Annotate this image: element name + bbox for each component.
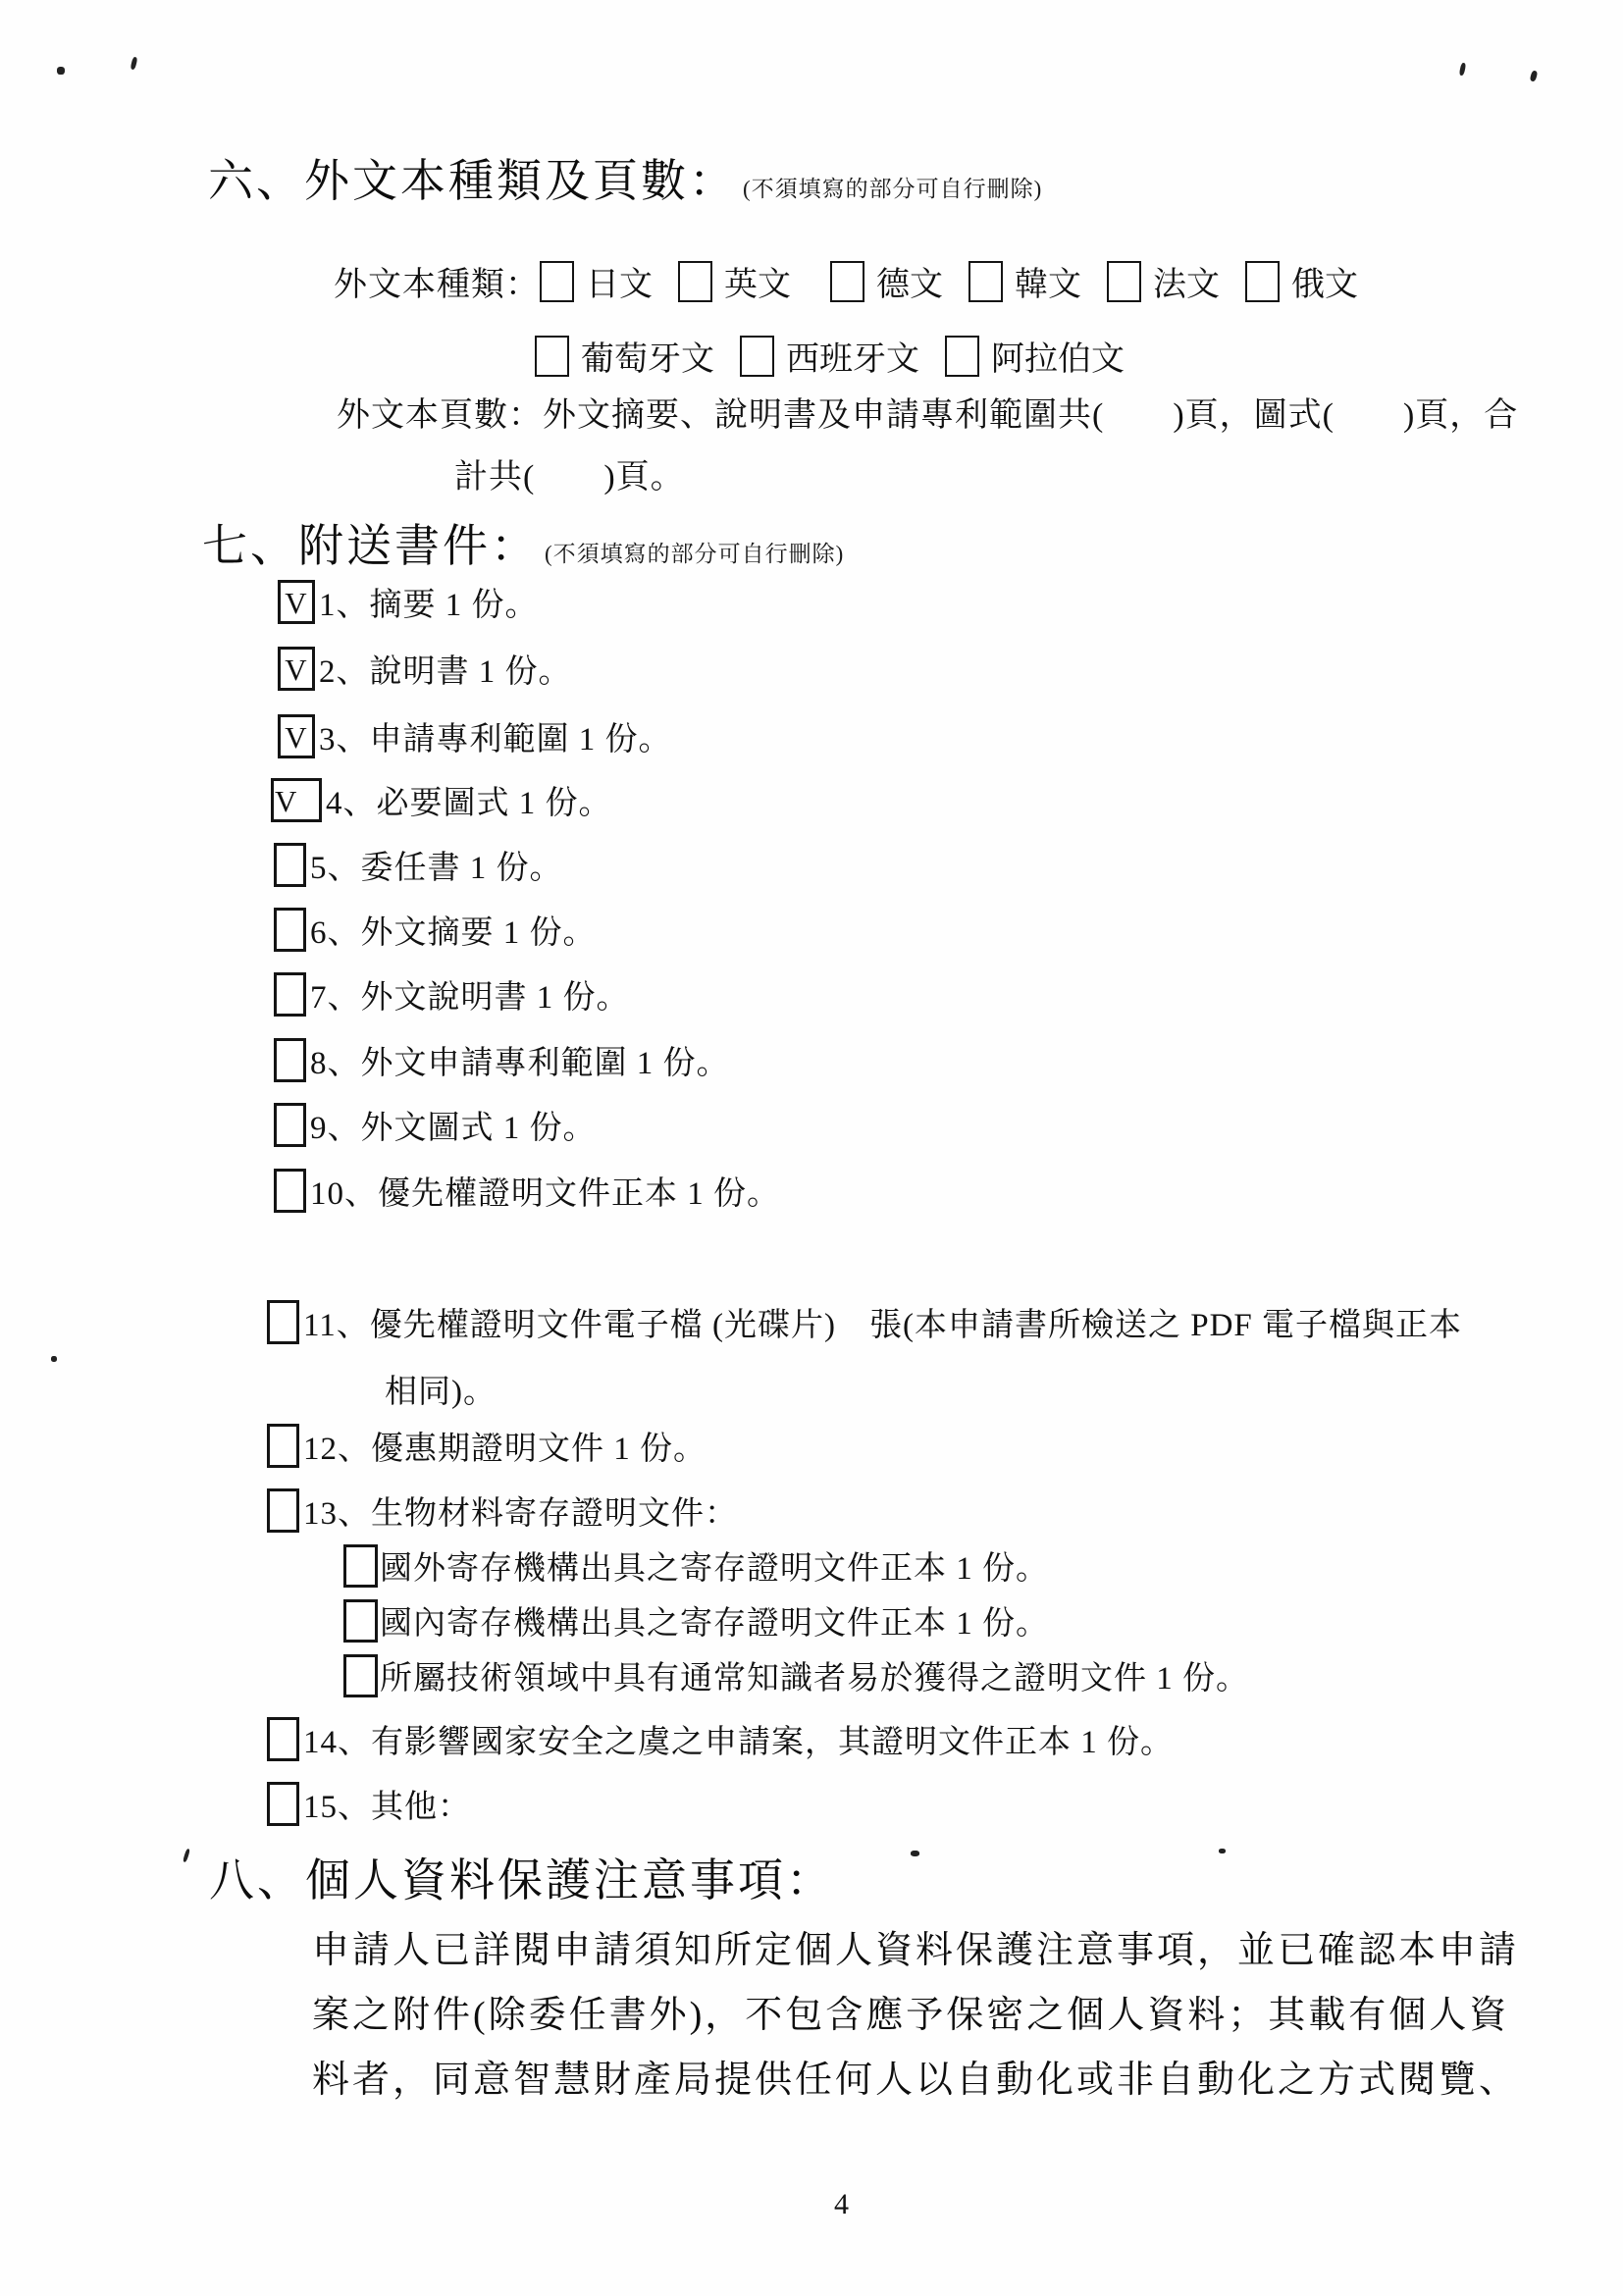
language-option-portuguese bbox=[535, 332, 714, 380]
language-label: 德文 bbox=[876, 267, 943, 303]
checkbox-item-12[interactable] bbox=[267, 1424, 299, 1468]
checklist-item-9 bbox=[274, 1102, 597, 1148]
item-text: 5、委任書 1 份。 bbox=[310, 851, 563, 886]
item-text-continued: 相同)。 bbox=[385, 1375, 497, 1410]
checkbox-item-3[interactable] bbox=[278, 714, 315, 758]
checklist-item-13-sub-2 bbox=[343, 1597, 1049, 1644]
item-text: 11、優先權證明文件電子檔 (光碟片) 張(本申請書所檢送之 PDF 電子檔與正本 bbox=[303, 1308, 1463, 1343]
checklist-item-3 bbox=[278, 713, 672, 759]
language-label: 法文 bbox=[1153, 267, 1220, 303]
section7-heading-text: 七、附送書件： bbox=[202, 521, 539, 571]
section8-heading-text: 八、個人資料保護注意事項： bbox=[209, 1855, 834, 1905]
checkbox-russian[interactable] bbox=[1245, 261, 1280, 302]
checkbox-japanese[interactable] bbox=[540, 261, 574, 302]
item-text: 14、有影響國家安全之虞之申請案，其證明文件正本 1 份。 bbox=[303, 1725, 1174, 1760]
subitem-text: 國內寄存機構出具之寄存證明文件正本 1 份。 bbox=[380, 1606, 1049, 1642]
checkbox-item-5[interactable] bbox=[274, 843, 306, 887]
checkbox-german[interactable] bbox=[830, 261, 864, 302]
language-option-spanish bbox=[740, 332, 919, 380]
foreign-language-type-row1 bbox=[334, 257, 1384, 305]
section7-heading bbox=[202, 510, 844, 575]
item-text: 12、優惠期證明文件 1 份。 bbox=[303, 1432, 707, 1467]
language-label: 阿拉伯文 bbox=[991, 341, 1125, 378]
checklist-item-10 bbox=[274, 1168, 780, 1214]
checkbox-item-4[interactable] bbox=[271, 778, 322, 822]
item-text: 8、外文申請專利範圍 1 份。 bbox=[310, 1046, 730, 1081]
section6-heading-text: 六、外文本種類及頁數： bbox=[208, 156, 737, 206]
checkbox-item-2[interactable] bbox=[278, 647, 315, 691]
subitem-text: 所屬技術領域中具有通常知識者易於獲得之證明文件 1 份。 bbox=[380, 1661, 1249, 1696]
checklist-item-5 bbox=[274, 842, 563, 888]
privacy-paragraph-line3 bbox=[312, 2049, 1519, 2103]
section6-heading bbox=[208, 145, 1042, 210]
checkbox-item-10[interactable] bbox=[274, 1169, 306, 1213]
scan-speck bbox=[131, 57, 138, 71]
checklist-item-11-line2 bbox=[385, 1366, 497, 1412]
item-text: 6、外文摘要 1 份。 bbox=[310, 915, 597, 951]
checklist-item-2 bbox=[278, 646, 572, 692]
item-text: 4、必要圖式 1 份。 bbox=[326, 786, 612, 821]
checkbox-french[interactable] bbox=[1107, 261, 1141, 302]
subitem-text: 國外寄存機構出具之寄存證明文件正本 1 份。 bbox=[380, 1551, 1049, 1587]
item-text: 15、其他： bbox=[303, 1790, 471, 1825]
scan-speck bbox=[1530, 70, 1539, 81]
checklist-item-4 bbox=[271, 777, 612, 823]
privacy-paragraph-line2 bbox=[312, 1984, 1509, 2038]
pages-text-line1: 外文摘要、說明書及申請專利範圍共( )頁，圖式( )頁，合 bbox=[543, 397, 1519, 434]
checklist-item-1 bbox=[278, 579, 539, 625]
paragraph-text: 料者，同意智慧財產局提供任何人以自動化或非自動化之方式閱覽、 bbox=[312, 2060, 1520, 2101]
pages-label: 外文本頁數： bbox=[337, 397, 543, 434]
page-number: 4 bbox=[834, 2188, 849, 2220]
checkbox-korean[interactable] bbox=[969, 261, 1003, 302]
checkbox-item-13-sub-3[interactable] bbox=[343, 1654, 378, 1697]
item-text: 7、外文說明書 1 份。 bbox=[310, 980, 630, 1016]
item-text: 13、生物材料寄存證明文件： bbox=[303, 1496, 738, 1532]
language-option-english bbox=[678, 257, 791, 305]
pages-text-line2: 計共( )頁。 bbox=[454, 459, 685, 496]
checkbox-arabic[interactable] bbox=[945, 336, 979, 377]
scan-speck bbox=[1459, 63, 1467, 77]
checkbox-english[interactable] bbox=[678, 261, 712, 302]
checkbox-item-13-sub-1[interactable] bbox=[343, 1544, 378, 1588]
item-text: 10、優先權證明文件正本 1 份。 bbox=[310, 1176, 780, 1212]
scan-speck bbox=[51, 1356, 57, 1362]
item-text: 1、摘要 1 份。 bbox=[319, 588, 539, 623]
checklist-item-6 bbox=[274, 907, 597, 953]
checkbox-item-11[interactable] bbox=[267, 1300, 299, 1344]
checklist-item-13-sub-3 bbox=[343, 1652, 1249, 1698]
paragraph-text: 申請人已詳閱申請須知所定個人資料保護注意事項，並已確認本申請 bbox=[312, 1930, 1520, 1971]
checkbox-item-13-sub-2[interactable] bbox=[343, 1599, 378, 1643]
checklist-item-15 bbox=[267, 1781, 471, 1827]
check-mark: V bbox=[285, 652, 308, 687]
language-option-arabic bbox=[945, 332, 1125, 380]
checkbox-portuguese[interactable] bbox=[535, 336, 569, 377]
checkbox-item-7[interactable] bbox=[274, 972, 306, 1017]
scan-speck bbox=[1219, 1849, 1226, 1853]
foreign-pages-line2 bbox=[454, 449, 685, 497]
checklist-item-8 bbox=[274, 1037, 730, 1083]
checklist-item-13-sub-1 bbox=[343, 1542, 1049, 1589]
language-label: 西班牙文 bbox=[786, 341, 919, 378]
checkbox-spanish[interactable] bbox=[740, 336, 774, 377]
scan-speck bbox=[57, 67, 65, 75]
section7-heading-note: (不須填寫的部分可自行刪除) bbox=[545, 542, 845, 566]
section8-heading bbox=[209, 1845, 834, 1909]
checklist-item-7 bbox=[274, 971, 630, 1018]
checklist-item-12 bbox=[267, 1423, 707, 1469]
checklist-item-13 bbox=[267, 1487, 738, 1534]
checkbox-item-8[interactable] bbox=[274, 1038, 306, 1082]
checkbox-item-9[interactable] bbox=[274, 1103, 306, 1147]
language-label: 日文 bbox=[586, 267, 653, 303]
language-option-russian bbox=[1245, 257, 1358, 305]
language-option-japanese bbox=[540, 257, 653, 305]
language-label: 韓文 bbox=[1015, 267, 1081, 303]
check-mark: V bbox=[285, 720, 308, 755]
check-mark: V bbox=[275, 784, 298, 818]
foreign-pages-line1 bbox=[337, 388, 1518, 436]
language-option-korean bbox=[969, 257, 1081, 305]
language-label: 英文 bbox=[724, 267, 791, 303]
checkbox-item-13[interactable] bbox=[267, 1488, 299, 1533]
checkbox-item-1[interactable] bbox=[278, 580, 315, 624]
checklist-item-11 bbox=[267, 1299, 1462, 1345]
foreign-language-type-row2 bbox=[535, 332, 1150, 380]
scan-speck bbox=[911, 1851, 919, 1856]
section6-heading-note: (不須填寫的部分可自行刪除) bbox=[743, 177, 1043, 201]
item-text: 9、外文圖式 1 份。 bbox=[310, 1111, 597, 1146]
checkbox-item-15[interactable] bbox=[267, 1782, 299, 1826]
language-type-label: 外文本種類： bbox=[334, 267, 540, 303]
language-option-french bbox=[1107, 257, 1220, 305]
check-mark: V bbox=[285, 586, 308, 620]
checklist-item-14 bbox=[267, 1716, 1174, 1762]
checkbox-item-14[interactable] bbox=[267, 1717, 299, 1761]
item-text: 3、申請專利範圍 1 份。 bbox=[319, 722, 672, 757]
scan-speck bbox=[183, 1849, 190, 1863]
paragraph-text: 案之附件(除委任書外)，不包含應予保密之個人資料；其載有個人資 bbox=[312, 1995, 1510, 2036]
language-option-german bbox=[830, 257, 943, 305]
language-label: 俄文 bbox=[1291, 267, 1358, 303]
language-label: 葡萄牙文 bbox=[581, 341, 714, 378]
checkbox-item-6[interactable] bbox=[274, 908, 306, 952]
privacy-paragraph-line1 bbox=[312, 1919, 1519, 1973]
item-text: 2、說明書 1 份。 bbox=[319, 654, 572, 690]
